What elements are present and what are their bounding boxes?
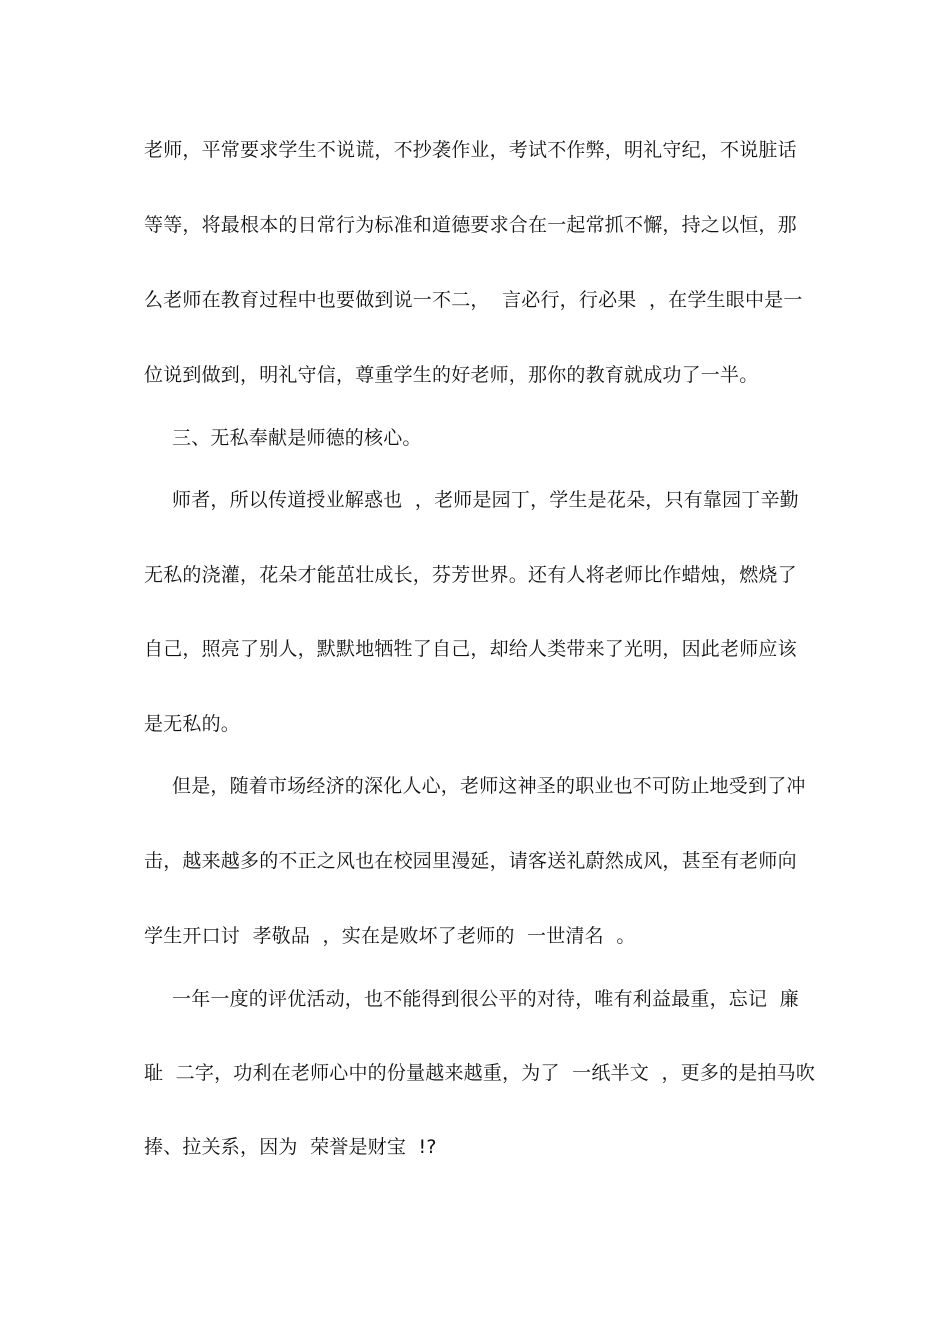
text-line: 自己，照亮了别人，默默地牺牲了自己，却给人类带来了光明，因此老师应该 xyxy=(144,638,797,660)
text-line: 耻 二字，功利在老师心中的份量越来越重，为了 一纸半文 ，更多的是拍马吹 xyxy=(144,1062,816,1084)
text-line: 捧、拉关系，因为 荣誉是财宝 !? xyxy=(144,1136,437,1158)
text-line: 么老师在教育过程中也要做到说一不二， 言必行，行必果 ，在学生眼中是一 xyxy=(144,289,803,311)
text-line: 击，越来越多的不正之风也在校园里漫延，请客送礼蔚然成风，甚至有老师向 xyxy=(144,850,797,872)
text-line: 但是，随着市场经济的深化人心，老师这神圣的职业也不可防止地受到了冲 xyxy=(172,775,806,797)
text-line: 学生开口讨 孝敬品 ，实在是败坏了老师的 一世清名 。 xyxy=(144,925,636,947)
text-line: 师者，所以传道授业解惑也 ，老师是园丁，学生是花朵，只有靠园丁辛勤 xyxy=(172,489,799,511)
text-line: 等等，将最根本的日常行为标准和道德要求合在一起常抓不懈，持之以恒，那 xyxy=(144,214,797,236)
section-heading: 三、无私奉献是师德的核心。 xyxy=(172,427,422,449)
text-line: 位说到做到，明礼守信，尊重学生的好老师，那你的教育就成功了一半。 xyxy=(144,364,759,386)
text-line: 一年一度的评优活动，也不能得到很公平的对待，唯有利益最重，忘记 廉 xyxy=(172,988,799,1010)
text-line: 是无私的。 xyxy=(144,713,241,735)
text-line: 无私的浇灌，花朵才能茁壮成长，芬芳世界。还有人将老师比作蜡烛，燃烧了 xyxy=(144,564,797,586)
text-line: 老师，平常要求学生不说谎，不抄袭作业，考试不作弊，明礼守纪，不说脏话 xyxy=(144,139,797,161)
